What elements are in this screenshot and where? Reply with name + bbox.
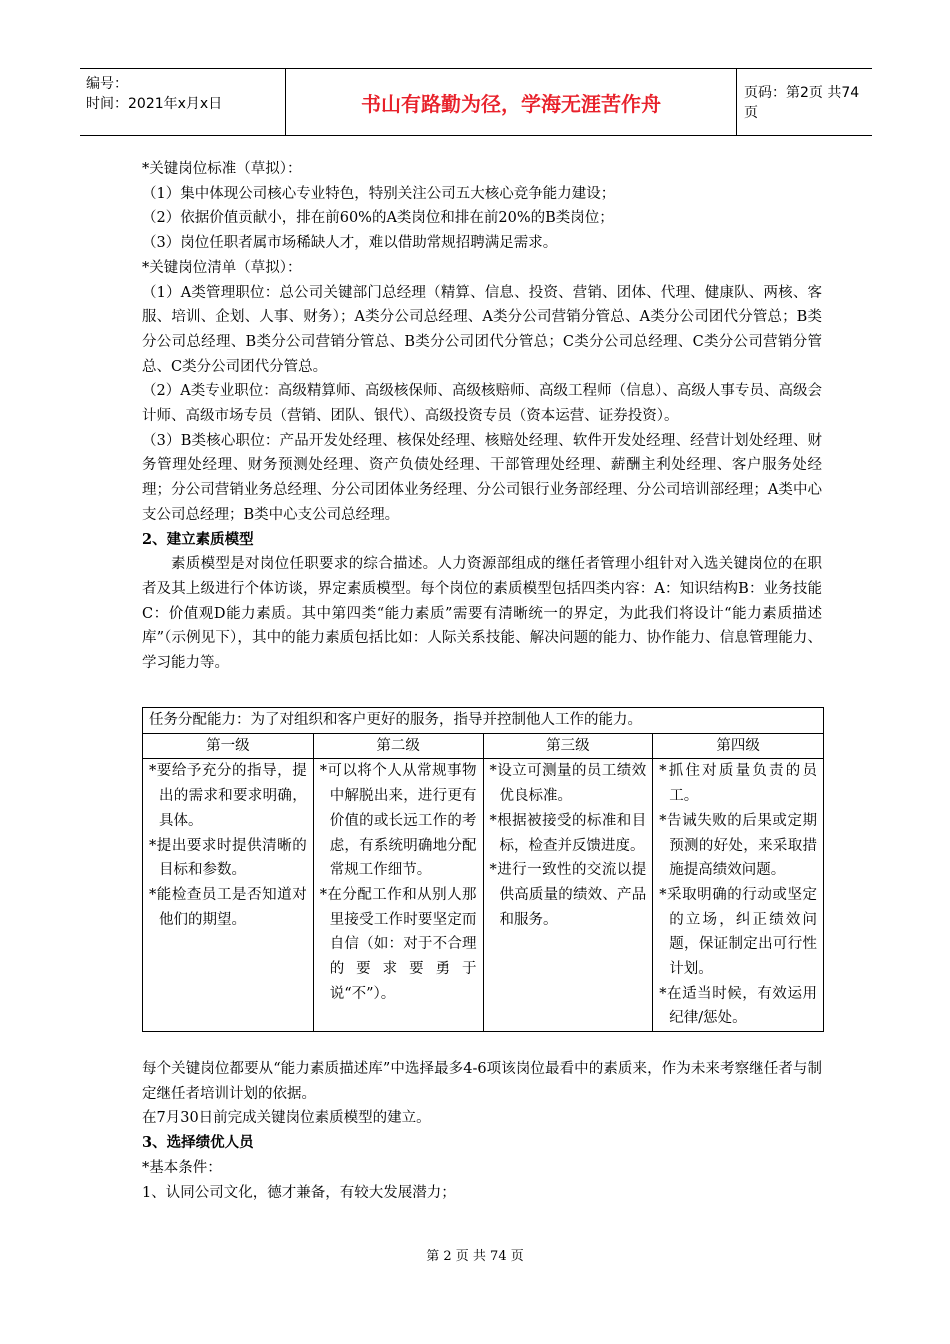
bullet-item: *提出要求时提供清晰的目标和参数。 [149,837,307,879]
paragraph: 每个关键岗位都要从“能力素质描述库”中选择最多4-6项该岗位最看中的素质来，作为未来考察继任者与制定继任者培训计划的依据。 [142,1061,822,1102]
bullet-item: *在分配工作和从别人那里接受工作时要坚定而自信（如：对于不合理的要求要勇于说“不”）。 [319,886,477,1002]
table-title: 任务分配能力：为了对组织和客户更好的服务，指导并控制他人工作的能力。 [143,708,824,734]
header-page-label: 页码：第2页 共74页 [744,85,860,121]
document-body-continued [142,1057,822,1205]
doc-number-label: 编号： [86,76,128,92]
bullet-item: *设立可测量的员工绩效优良标准。 [489,763,647,805]
level-4-cell [653,759,824,1032]
bullet-item: *可以将个人从常规事物中解脱出来，进行更有价值的或长远工作的考虑，有系统明确地分配常规工作细节。 [319,763,477,879]
level-header: 第四级 [653,733,824,759]
level-3-cell [483,759,653,1032]
paragraph: （2）A类专业职位：高级精算师、高级核保师、高级核赔师、高级工程师（信息）、高级人事专员、高级会计师、高级市场专员（营销、团队、银代）、高级投资专员（资本运营、证券投资）。 [142,383,822,425]
paragraph: （1）A类管理职位：总公司关键部门总经理（精算、信息、投资、营销、团体、代理、健康队、两核、客服、培训、企划、人事、财务）；A类分公司总经理、A类分公司营销分管总、A类分公司团代分管总；B类分公司总经理、B类分公司营销分管总、B类分公司团代分管总；C类分公司总经理、C类分公司营销分管总、C类分公司团代分管总。 [142,284,822,375]
document-body [142,157,822,676]
level-header: 第一级 [143,733,314,759]
section-heading: 2、建立素质模型 [142,530,254,548]
bullet-item: *能检查员工是否知道对他们的期望。 [149,886,307,928]
page-footer: 第 2 页 共 74 页 [426,1249,524,1264]
paragraph: （2）依据价值贡献小，排在前60%的A类岗位和排在前20%的B类岗位； [142,210,614,227]
bullet-item: *进行一致性的交流以提供高质量的绩效、产品和服务。 [489,862,647,928]
bullet-item: *采取明确的行动或坚定的立场，纠正绩效问题，保证制定出可行性计划。 [659,886,817,978]
section-heading: 3、选择绩优人员 [142,1134,254,1152]
paragraph: （1）集中体现公司核心专业特色，特别关注公司五大核心竞争能力建设； [142,185,616,202]
paragraph: *基本条件： [142,1159,222,1176]
bullet-item: *告诫失败的后果或定期预测的好处，来采取措施提高绩效问题。 [659,812,817,879]
paragraph: （3）岗位任职者属市场稀缺人才，难以借助常规招聘满足需求。 [142,235,558,252]
paragraph: 1、认同公司文化，德才兼备，有较大发展潜力； [142,1184,456,1201]
bullet-item: *在适当时候，有效运用纪律/惩处。 [659,985,817,1027]
level-2-cell [313,759,483,1032]
paragraph: 素质模型是对岗位任职要求的综合描述。人力资源部组成的继任者管理小组针对入选关键岗位的在职者及其上级进行个体访谈，界定素质模型。每个岗位的素质模型包括四类内容：A：知识结构B：业务技能C：价值观D能力素质。其中第四类“能力素质”需要有清晰统一的界定，为此我们将设计“能力素质描述库”（示例见下），其中的能力素质包括比如：人际关系技能、解决问题的能力、协作能力、信息管理能力、学习能力等。 [142,556,822,672]
bullet-item: *根据被接受的标准和目标，检查并反馈进度。 [489,812,647,854]
doc-time-label: 时间：2021年x月x日 [86,96,223,112]
paragraph: 在7月30日前完成关键岗位素质模型的建立。 [142,1110,431,1127]
header-motto: 书山有路勤为径，学海无涯苦作舟 [285,69,737,135]
level-header: 第二级 [313,733,483,759]
competency-table [142,707,824,1032]
page-header [80,68,872,136]
bullet-item: *要给予充分的指导，提出的需求和要求明确，具体。 [149,763,307,829]
paragraph: （3）B类核心职位：产品开发处经理、核保处经理、核赔处经理、软件开发处经理、经营计划处经理、财务管理处经理、财务预测处经理、资产负债处经理、干部管理处经理、薪酬主利处经理、客户服务处经理；分公司营销业务总经理、分公司团体业务经理、分公司银行业务部经理、分公司培训部经理；A类中心支公司总经理；B类中心支公司总经理。 [142,432,822,523]
paragraph: *关键岗位标准（草拟）： [142,161,302,177]
paragraph: *关键岗位清单（草拟）： [142,259,302,276]
header-info-cell [80,69,285,135]
level-1-cell [143,759,314,1032]
level-header: 第三级 [483,733,653,759]
bullet-item: *抓住对质量负责的员工。 [659,763,817,805]
